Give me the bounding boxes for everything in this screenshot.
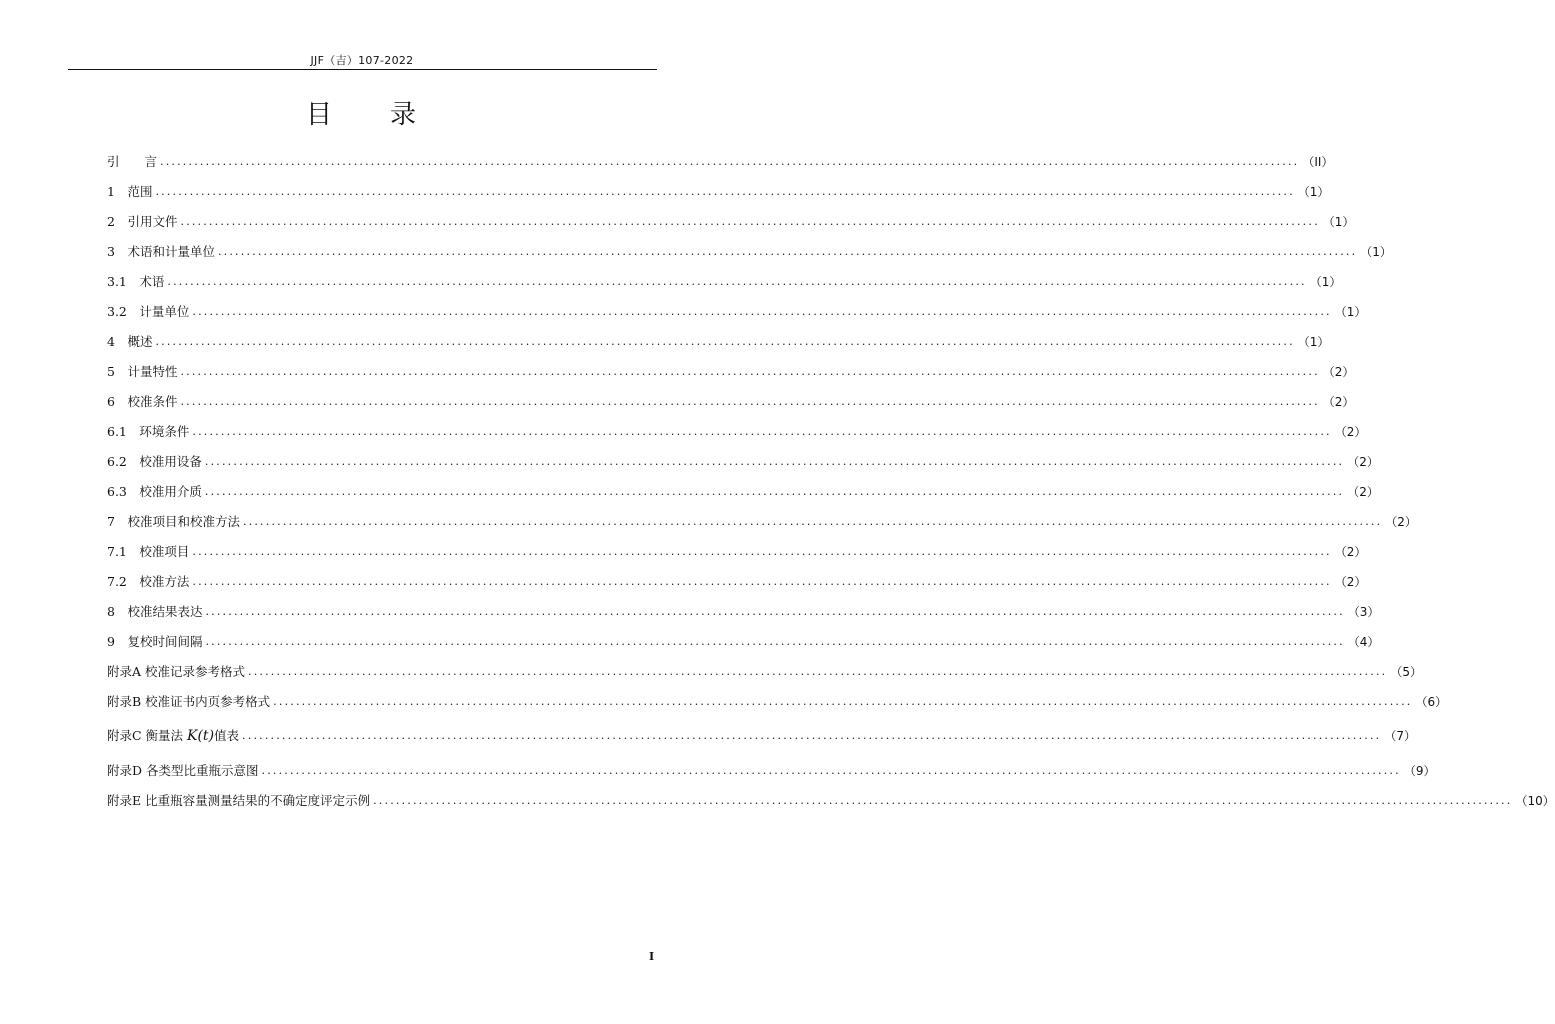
toc-entry-label: 7.1 校准项目	[107, 544, 190, 559]
k-t-math-symbol: K(t)	[187, 728, 215, 744]
toc-leader-dots: ........................................................................................................................................................................................................	[242, 515, 1383, 528]
toc-entry-label: 附录E 比重瓶容量测量结果的不确定度评定示例	[107, 793, 371, 808]
toc-entry-label: 5 计量特性	[107, 364, 178, 379]
toc-entry-label: 4 概述	[107, 334, 153, 349]
toc-leader-dots: ........................................................................................................................................................................................................	[167, 275, 1307, 288]
toc-entry-label: 附录D 各类型比重瓶示意图	[107, 763, 259, 778]
toc-entry-page: （2）	[1334, 545, 1367, 559]
toc-entry-page: （2）	[1347, 485, 1379, 499]
toc-leader-dots: ........................................................................................................................................................................................................	[204, 455, 1345, 468]
toc-leader-dots: ........................................................................................................................................................................................................	[204, 485, 1345, 498]
toc-entry-page: （6）	[1415, 695, 1448, 709]
toc-leader-dots: ........................................................................................................................................................................................................	[180, 395, 1320, 408]
toc-entry-label: 6.2 校准用设备	[107, 454, 202, 469]
toc-entry[interactable]	[107, 392, 1355, 412]
page-title: 目 录	[305, 100, 418, 130]
toc-entry[interactable]	[107, 726, 1417, 746]
toc-leader-dots: ........................................................................................................................................................................................................	[180, 365, 1320, 378]
toc-entry-page: （2）	[1322, 395, 1355, 409]
toc-entry-label	[107, 726, 239, 746]
toc-leader-dots: ........................................................................................................................................................................................................	[273, 695, 1413, 708]
toc-entry-page: （3）	[1347, 605, 1380, 619]
toc-leader-dots: ........................................................................................................................................................................................................	[248, 665, 1388, 678]
toc-entry-label: 6.3 校准用介质	[107, 484, 202, 499]
toc-entry[interactable]	[107, 692, 1448, 712]
toc-entry[interactable]	[107, 602, 1380, 622]
toc-entry[interactable]	[107, 332, 1330, 352]
toc-entry-label: 8 校准结果表达	[107, 604, 203, 619]
toc-entry[interactable]	[107, 152, 1334, 172]
toc-entry[interactable]	[107, 761, 1436, 781]
toc-entry-page: （1）	[1297, 335, 1330, 349]
toc-entry[interactable]	[107, 482, 1379, 502]
toc-entry[interactable]	[107, 542, 1367, 562]
toc-entry-page: （1）	[1334, 305, 1367, 319]
toc-leader-dots: ........................................................................................................................................................................................................	[242, 729, 1382, 742]
toc-leader-dots: ........................................................................................................................................................................................................	[155, 185, 1295, 198]
toc-leader-dots: ........................................................................................................................................................................................................	[205, 635, 1345, 648]
toc-leader-dots: ........................................................................................................................................................................................................	[217, 245, 1358, 258]
toc-entry[interactable]	[107, 362, 1355, 382]
toc-entry-page: （4）	[1347, 635, 1380, 649]
toc-entry-label: 6 校准条件	[107, 394, 178, 409]
toc-entry-label: 附录A 校准记录参考格式	[107, 664, 246, 679]
toc-entry-label: 3 术语和计量单位	[107, 244, 215, 259]
toc-entry-page: （2）	[1322, 365, 1355, 379]
toc-entry-page: （1）	[1322, 215, 1355, 229]
toc-entry-page: （2）	[1334, 575, 1367, 589]
toc-entry-page: （2）	[1334, 425, 1367, 439]
toc-leader-dots: ........................................................................................................................................................................................................	[155, 335, 1295, 348]
toc-leader-dots: ........................................................................................................................................................................................................	[192, 305, 1332, 318]
toc-entry-page: （1）	[1360, 245, 1392, 259]
toc-entry-label: 7.2 校准方法	[107, 574, 190, 589]
toc-entry[interactable]	[107, 632, 1380, 652]
toc-entry[interactable]	[107, 272, 1342, 292]
toc-entry-page: （1）	[1297, 185, 1330, 199]
toc-entry[interactable]	[107, 182, 1330, 202]
toc-entry-page: （2）	[1385, 515, 1417, 529]
page-number: I	[649, 950, 655, 963]
toc-entry-page: （1）	[1309, 275, 1342, 289]
toc-entry-label: 3.1 术语	[107, 274, 165, 289]
toc-entry-page: （9）	[1403, 764, 1436, 778]
toc-entry[interactable]	[107, 422, 1367, 442]
header-rule	[68, 69, 657, 70]
toc-leader-dots: ........................................................................................................................................................................................................	[373, 794, 1513, 807]
toc-entry[interactable]	[107, 512, 1417, 532]
toc-leader-dots: ........................................................................................................................................................................................................	[180, 215, 1320, 228]
toc-entry[interactable]	[107, 791, 1555, 811]
toc-leader-dots: ........................................................................................................................................................................................................	[192, 575, 1332, 588]
toc-entry-label: 附录B 校准证书内页参考格式	[107, 694, 271, 709]
toc-entry-page: （II）	[1302, 155, 1334, 169]
toc-entry[interactable]	[107, 662, 1422, 682]
toc-leader-dots: ........................................................................................................................................................................................................	[192, 425, 1332, 438]
toc-leader-dots: ........................................................................................................................................................................................................	[160, 155, 1300, 168]
toc-entry-page: （2）	[1347, 455, 1379, 469]
toc-entry-label: 3.2 计量单位	[107, 304, 190, 319]
toc-entry-label: 引 言	[107, 154, 158, 169]
toc-entry-page: （10）	[1515, 794, 1555, 808]
toc-entry[interactable]	[107, 302, 1367, 322]
toc-entry[interactable]	[107, 242, 1392, 262]
toc-entry-label: 1 范围	[107, 184, 153, 199]
toc-leader-dots: ........................................................................................................................................................................................................	[192, 545, 1332, 558]
toc-entry-page: （7）	[1384, 729, 1417, 743]
toc-entry-label: 6.1 环境条件	[107, 424, 190, 439]
toc-entry-label-prefix: 附录C 衡量法	[107, 728, 188, 743]
toc-entry-page: （5）	[1390, 665, 1422, 679]
toc-entry[interactable]	[107, 452, 1379, 472]
toc-entry[interactable]	[107, 212, 1355, 232]
toc-leader-dots: ........................................................................................................................................................................................................	[205, 605, 1345, 618]
toc-entry[interactable]	[107, 572, 1367, 592]
toc-leader-dots: ........................................................................................................................................................................................................	[261, 764, 1401, 777]
toc-entry-label: 2 引用文件	[107, 214, 178, 229]
toc-entry-label: 9 复校时间间隔	[107, 634, 203, 649]
document-header-code: JJF（吉）107-2022	[310, 54, 414, 67]
toc-entry-label: 7 校准项目和校准方法	[107, 514, 240, 529]
toc-entry-label-suffix: 值表	[214, 728, 240, 743]
